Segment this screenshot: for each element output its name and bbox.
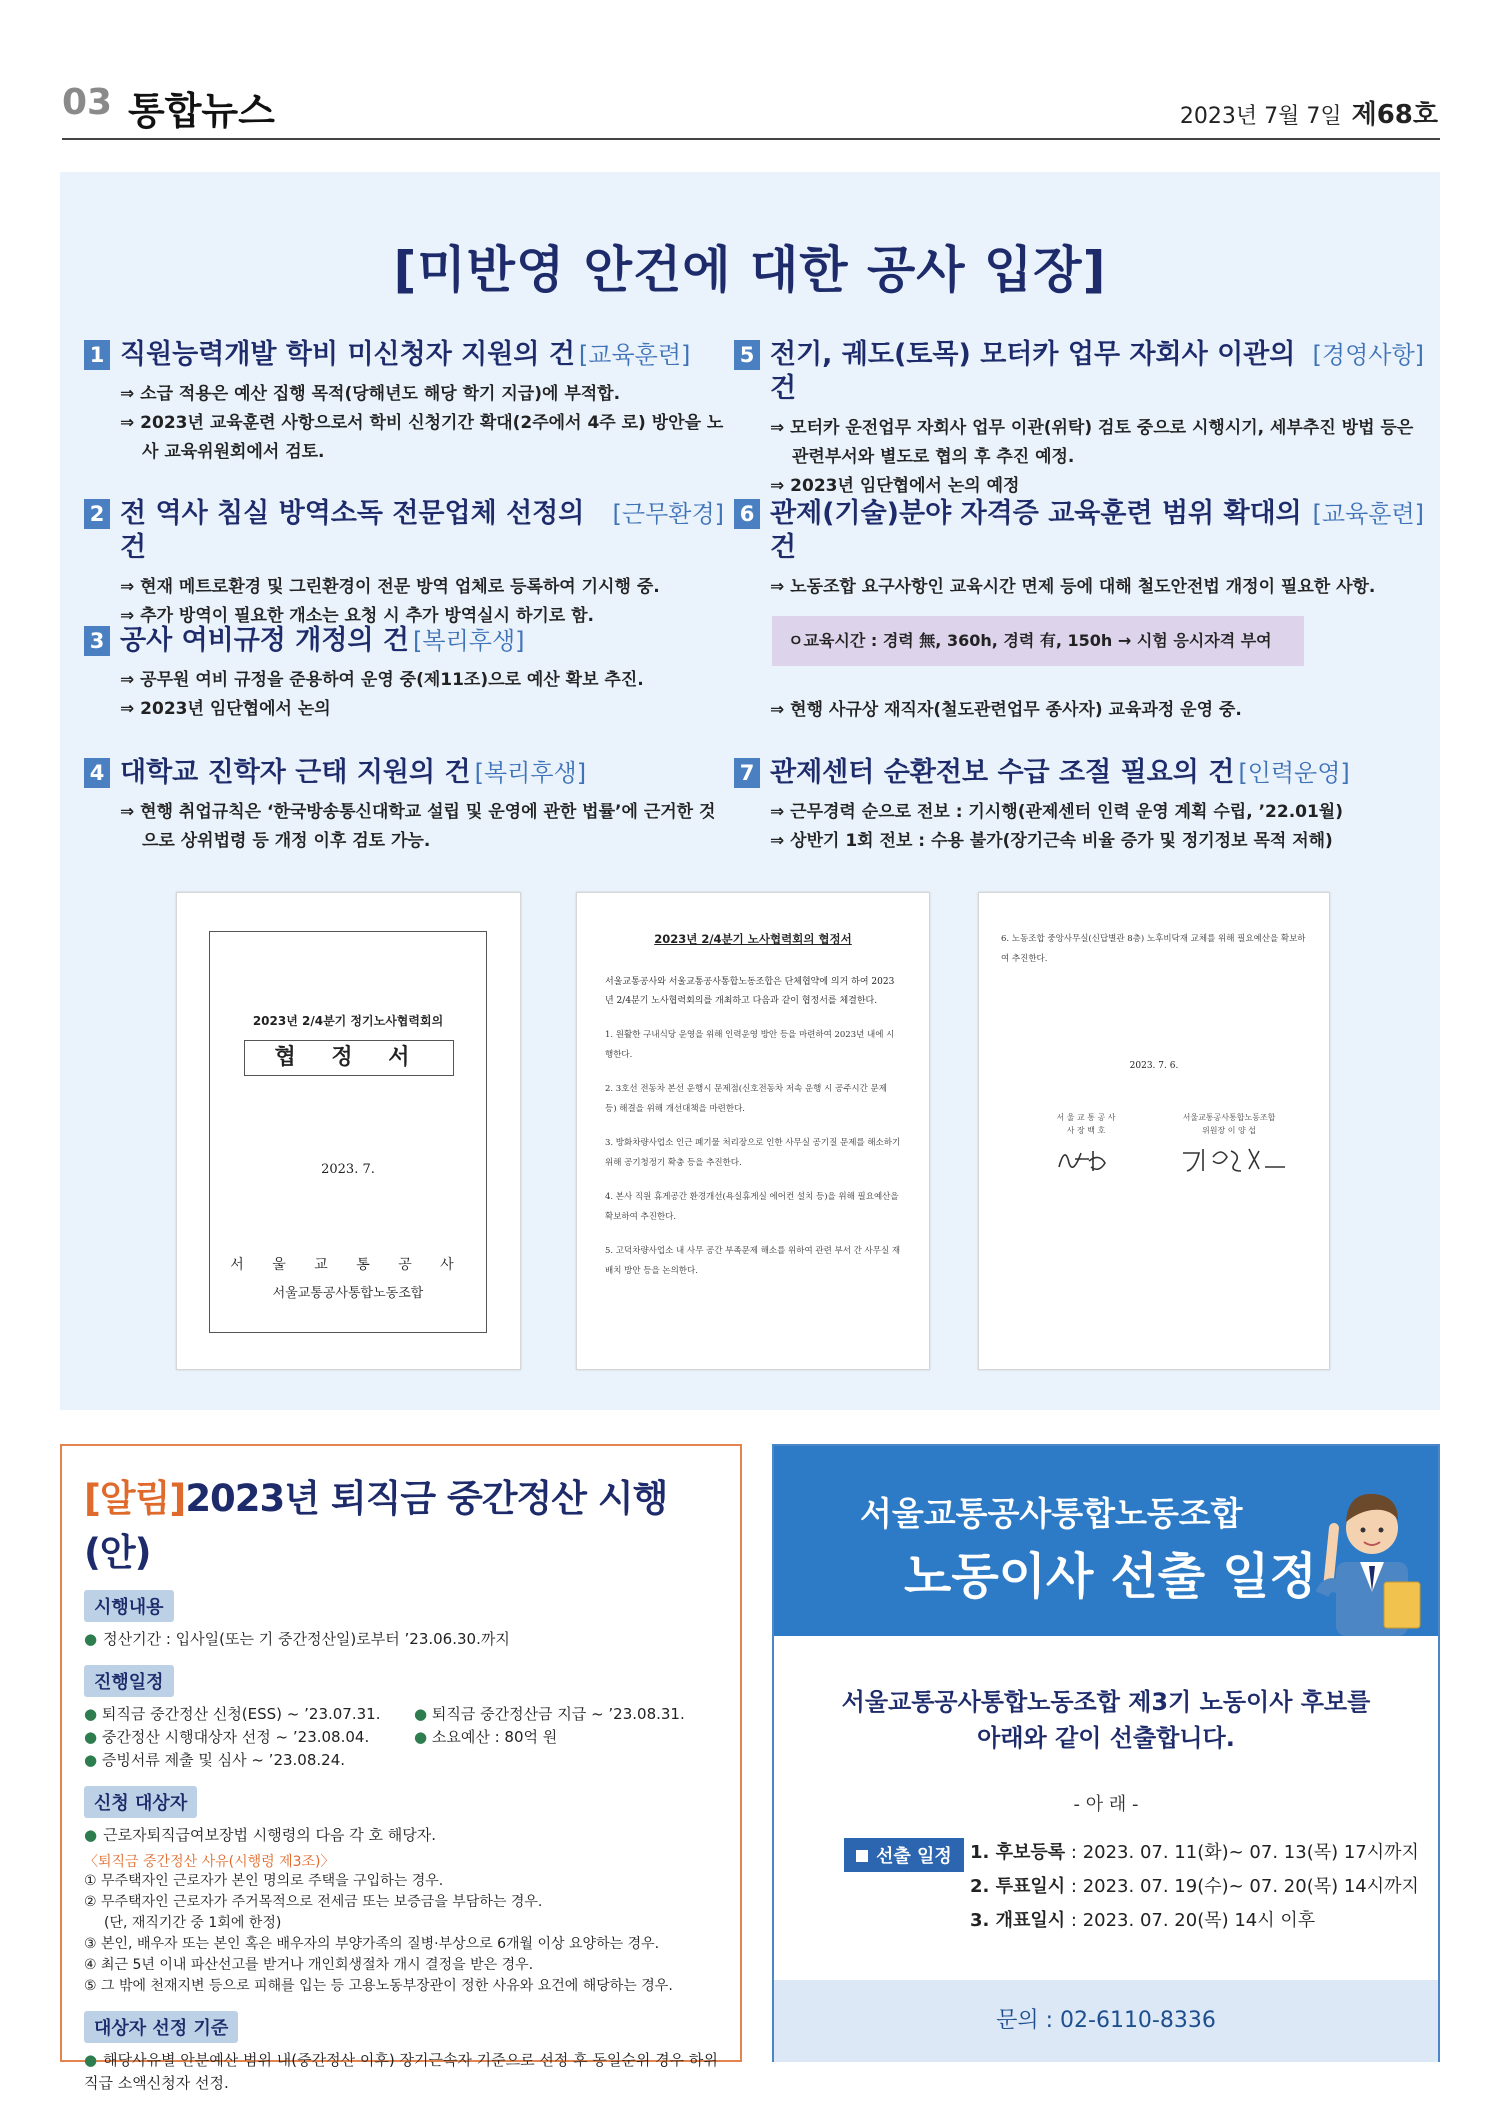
schedule-row — [970, 1836, 1419, 1870]
item-line: ⇒ 근무경력 순으로 전보 : 기시행(관제센터 인력 운영 계획 수립, ’22.01월) — [770, 802, 1344, 822]
agreement-date: 2023. 7. 6. — [1129, 1061, 1179, 1071]
schedule-row — [970, 1904, 1419, 1938]
item-number: 5 — [734, 340, 760, 370]
item-number: 3 — [84, 626, 110, 656]
agreement-title: 2023년 2/4분기 노사협력회의 협정서 — [654, 932, 852, 946]
person-pointing-icon — [1314, 1464, 1424, 1636]
date-text: 2023년 7월 7일 — [1179, 104, 1342, 129]
election-schedule — [970, 1836, 1419, 1938]
schedule-text: 증빙서류 제출 및 심사 ~ ’23.08.24. — [101, 1751, 346, 1769]
item-tag: [복리후생] — [413, 627, 525, 655]
settlement-period — [84, 1628, 718, 1651]
schedule-value: : 2023. 07. 19(수)~ 07. 20(목) 14시까지 — [1065, 1876, 1419, 1897]
section-number: 03 — [62, 82, 113, 123]
issue-date — [1180, 94, 1438, 131]
agenda-item-6 — [734, 497, 1424, 602]
cover-frame — [209, 931, 487, 1333]
schedule-label-text: 선출 일정 — [876, 1846, 952, 1867]
agreement-item: 3. 방화차량사업소 인근 폐기물 처리장으로 인한 사무실 공기질 문제를 해소하기 위해 공기청정기 확충 등을 추진한다. — [605, 1138, 901, 1168]
item-tag: [경영사항] — [1312, 341, 1424, 369]
signature-icon — [1031, 1137, 1141, 1177]
header-rule — [62, 138, 1440, 140]
item-number: 6 — [734, 499, 760, 529]
section-label: 시행내용 — [84, 1590, 174, 1622]
cover-org-company: 서 울 교 통 공 사 — [230, 1257, 466, 1273]
signatory-org: 서울교통공사통합노동조합 — [1182, 1113, 1276, 1122]
lead-line-1: 서울교통공사통합노동조합 제3기 노동이사 후보를 — [841, 1688, 1371, 1716]
agreement-item: 5. 고덕차량사업소 내 사무 공간 부족문제 해소를 위하여 관련 부서 간 사무실 재배치 방안 등을 논의한다. — [605, 1246, 901, 1276]
schedule-key: 1. 후보등록 — [970, 1842, 1066, 1863]
lead-line-2: 아래와 같이 선출합니다. — [977, 1724, 1235, 1752]
item-line: ⇒ 추가 방역이 필요한 개소는 요청 시 추가 방역실시 하기로 함. — [120, 606, 595, 626]
schedule-key: 2. 투표일시 — [970, 1876, 1066, 1897]
agenda-item-2 — [84, 497, 724, 631]
notice-prefix: [알림] — [84, 1477, 186, 1520]
selection-criteria — [84, 2049, 718, 2095]
reasons-title: 〈퇴직금 중간정산 사유(시행령 제3조)〉 — [84, 1854, 335, 1870]
notice-title — [84, 1468, 718, 1576]
schedule-text: 중간정산 시행대상자 선정 ~ ’23.08.04. — [101, 1728, 370, 1746]
bullet-icon: ● — [414, 1705, 432, 1723]
election-org: 서울교통공사통합노동조합 — [860, 1494, 1243, 1533]
agenda-item-6-after — [734, 696, 1424, 725]
item-line: ⇒ 2023년 임단협에서 논의 — [120, 699, 331, 719]
item-number: 2 — [84, 499, 110, 529]
agreement-item: 1. 원활한 구내식당 운영을 위해 인력운영 방안 등을 마련하여 2023년 내에 시행한다. — [605, 1030, 895, 1060]
reason-item: ⑤ 그 밖에 천재지변 등으로 피해를 입는 등 고용노동부장관이 정한 사유와 요건에 해당하는 경우. — [84, 1978, 673, 1994]
schedule-text: 소요예산 : 80억 원 — [431, 1728, 558, 1746]
agreement-item: 4. 본사 직원 휴게공간 환경개선(욕실휴게실 에어컨 설치 등)을 위해 필요예산을 확보하여 추진한다. — [605, 1192, 899, 1222]
signatory-name: 위원장 이 양 섭 — [1202, 1126, 1256, 1135]
square-icon — [856, 1850, 868, 1862]
agenda-item-1 — [84, 338, 724, 467]
contact-bar — [774, 1980, 1438, 2062]
cover-title: 2023년 2/4분기 정기노사협력회의 — [252, 1014, 444, 1028]
reason-item: ① 무주택자인 근로자가 본인 명의로 주택을 구입하는 경우. — [84, 1873, 444, 1889]
bullet-icon: ● — [84, 1630, 98, 1648]
agreement-cover-page — [176, 892, 521, 1370]
schedule-key: 3. 개표일시 — [970, 1910, 1066, 1931]
item-title: 전 역사 침실 방역소독 전문업체 선정의 건 — [120, 498, 585, 563]
schedule-text: 퇴직금 중간정산 신청(ESS) ~ ’23.07.31. — [101, 1705, 381, 1723]
schedule-item — [414, 1703, 714, 1726]
bullet-icon: ● — [84, 2051, 98, 2069]
agenda-item-7 — [734, 756, 1424, 856]
item-title: 공사 여비규정 개정의 건 — [120, 625, 410, 656]
schedule-value: : 2023. 07. 11(화)~ 07. 13(목) 17시까지 — [1065, 1842, 1419, 1863]
signatory-org: 서 울 교 통 공 사 — [1056, 1113, 1116, 1122]
reason-item: ③ 본인, 배우자 또는 본인 혹은 배우자의 부양가족의 질병·부상으로 6개월 이상 요양하는 경우. — [84, 1936, 660, 1952]
bullet-icon: ● — [84, 1826, 98, 1844]
item-line: ⇒ 현재 메트로환경 및 그린환경이 전문 방역 업체로 등록하여 기시행 중. — [120, 577, 660, 597]
item-line: ⇒ 상반기 1회 전보 : 수용 불가(장기근속 비율 증가 및 정기정보 목적 저해) — [770, 831, 1333, 851]
schedule-value: : 2023. 07. 20(목) 14시 이후 — [1065, 1910, 1316, 1931]
election-lead — [774, 1684, 1438, 1756]
item-number: 7 — [734, 758, 760, 788]
agreement-item: 6. 노동조합 중앙사무실(신답별관 8층) 노후비닥재 교체를 위해 필요예산을 확보하여 추진한다. — [1001, 934, 1306, 964]
schedule-item — [84, 1726, 414, 1749]
eligible-text-body: 근로자퇴직급여보장법 시행령의 다음 각 호 해당자. — [103, 1826, 436, 1844]
notice-title-text: 2023년 퇴직금 중간정산 시행(안) — [84, 1477, 668, 1574]
election-title: 노동이사 선출 일정 — [904, 1548, 1317, 1605]
bullet-icon: ● — [84, 1728, 102, 1746]
item-line: ⇒ 현행 사규상 재직자(철도관련업무 종사자) 교육과정 운영 중. — [770, 700, 1242, 720]
item-title: 직원능력개발 학비 미신청자 지원의 건 — [120, 339, 575, 370]
schedule-row — [970, 1870, 1419, 1904]
item-line: ⇒ 노동조합 요구사항인 교육시간 면제 등에 대해 철도안전법 개정이 필요한 사항. — [770, 577, 1376, 597]
section-label: 진행일정 — [84, 1665, 174, 1697]
cover-date: 2023. 7. — [321, 1162, 375, 1177]
selection-criteria-text: 해당사유별 안분예산 범위 내(중간정산 이후) 장기근속자 기준으로 선정 후 동일순위 경우 하위직급 소액신청자 선정. — [84, 2051, 718, 2092]
schedule-grid — [84, 1703, 718, 1772]
labor-director-election — [772, 1444, 1440, 2062]
agenda-item-5 — [734, 338, 1424, 501]
item-title: 전기, 궤도(토목) 모터카 업무 자회사 이관의 건 — [770, 339, 1296, 404]
election-banner — [774, 1446, 1438, 1636]
item-line: ⇒ 공무원 여비 규정을 준용하여 운영 중(제11조)으로 예산 확보 추진. — [120, 670, 644, 690]
schedule-item — [84, 1749, 414, 1772]
settlement-period-text: 정산기간 : 입사일(또는 기 중간정산일)로부터 ’23.06.30.까지 — [103, 1630, 510, 1648]
item-title: 관제센터 순환전보 수급 조절 필요의 건 — [770, 757, 1235, 788]
section-title: 통합뉴스 — [128, 89, 275, 133]
item-number: 1 — [84, 340, 110, 370]
reason-item: ④ 최근 5년 이내 파산선고를 받거나 개인회생절차 개시 결정을 받은 경우. — [84, 1957, 534, 1973]
item-title: 관제(기술)분야 자격증 교육훈련 범위 확대의 건 — [770, 498, 1302, 563]
item-line: ⇒ 2023년 임단협에서 논의 예정 — [770, 476, 1020, 496]
reason-item: (단, 재직기간 중 1회에 한정) — [104, 1915, 282, 1931]
schedule-item — [84, 1703, 414, 1726]
signatory-name: 사 장 백 호 — [1066, 1126, 1106, 1135]
agreement-item: 2. 3호선 전동차 본선 운행시 문제점(신호전동차 저속 운행 시 공주시간 문제 등) 해결을 위해 개선대책을 마련한다. — [605, 1084, 887, 1114]
item-tag: [근무환경] — [612, 500, 724, 528]
section-label: 대상자 선정 기준 — [84, 2011, 238, 2043]
item-number: 4 — [84, 758, 110, 788]
item-tag: [교육훈련] — [578, 341, 691, 369]
signature-icon — [1169, 1137, 1289, 1177]
item-line: ⇒ 모터카 운전업무 자회사 업무 이관(위탁) 검토 중으로 시행시기, 세부추진 방법 등은 관련부서와 별도로 협의 후 추진 예정. — [770, 418, 1414, 467]
panel-title: [미반영 안건에 대한 공사 입장] — [393, 241, 1107, 299]
item-tag: [교육훈련] — [1312, 500, 1424, 528]
agenda-item-4 — [84, 756, 724, 856]
schedule-item — [414, 1726, 714, 1749]
agreement-page-1 — [576, 892, 930, 1370]
item-title: 대학교 진학자 근태 지원의 건 — [120, 757, 471, 788]
item-line: ⇒ 소급 적용은 예산 집행 목적(당해년도 해당 학기 지급)에 부적합. — [120, 384, 621, 404]
item-line: ⇒ 2023년 교육훈련 사항으로서 학비 신청기간 확대(2주에서 4주 로) 방안을 노사 교육위원회에서 검토. — [120, 413, 724, 462]
item-line: ⇒ 현행 취업규칙은 ‘한국방송통신대학교 설립 및 운영에 관한 법률’에 근거한 것으로 상위법령 등 개정 이후 검토 가능. — [120, 802, 716, 851]
signatory-company — [1031, 1111, 1141, 1181]
bullet-icon: ● — [84, 1705, 102, 1723]
retirement-notice — [60, 1444, 742, 2092]
below-marker: - 아 래 - — [1073, 1794, 1139, 1815]
eligible-text — [84, 1824, 718, 1847]
agreement-intro: 서울교통공사와 서울교통공사통합노동조합은 단체협약에 의거 하여 2023년 2/4분기 노사협력회의를 개최하고 다음과 같이 협정서를 체결한다. — [605, 977, 895, 1006]
item-tag: [복리후생] — [474, 759, 587, 787]
bullet-icon: ● — [414, 1728, 432, 1746]
issue-number: 제68호 — [1351, 100, 1438, 130]
cover-box-title: 협 정 서 — [244, 1040, 454, 1076]
section-label: 신청 대상자 — [84, 1786, 197, 1818]
education-hours-note: ㅇ교육시간 : 경력 無, 360h, 경력 有, 150h → 시험 응시자격 부여 — [772, 616, 1304, 666]
cover-org-union: 서울교통공사통합노동조합 — [272, 1286, 424, 1301]
agenda-item-3 — [84, 624, 724, 724]
signatory-union — [1169, 1111, 1289, 1181]
reason-item: ② 무주택자인 근로자가 주거목적으로 전세금 또는 보증금을 부담하는 경우. — [84, 1894, 543, 1910]
bullet-icon: ● — [84, 1751, 102, 1769]
item-tag: [인력운영] — [1238, 759, 1350, 787]
contact-phone: 문의 : 02-6110-8336 — [996, 2008, 1216, 2033]
schedule-label — [844, 1838, 964, 1872]
agreement-page-2 — [978, 892, 1330, 1370]
schedule-text: 퇴직금 중간정산금 지급 ~ ’23.08.31. — [431, 1705, 685, 1723]
